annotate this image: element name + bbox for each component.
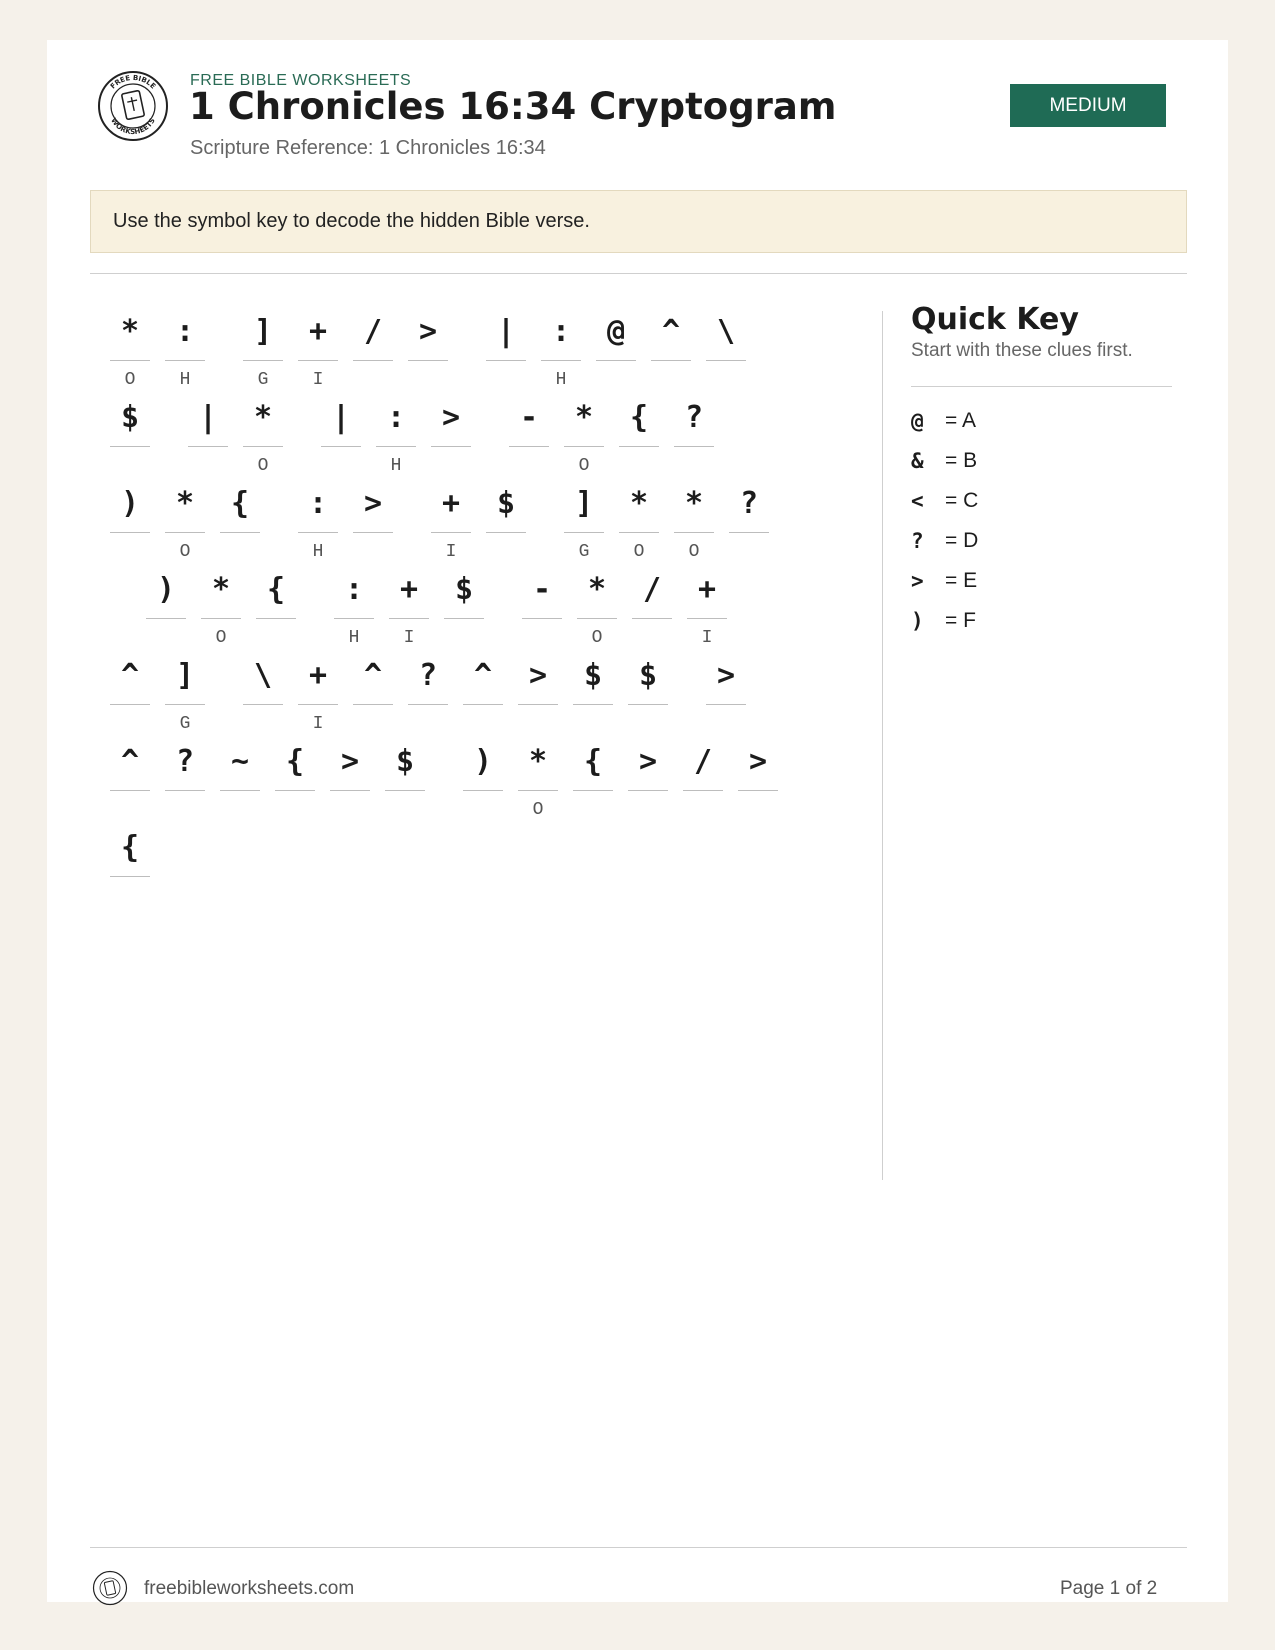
cipher-cell (674, 394, 714, 480)
footer-logo (92, 1570, 128, 1606)
instructions-text: Use the symbol key to decode the hidden Bible verse. (113, 210, 590, 232)
cipher-cell (573, 738, 613, 824)
cipher-symbol: $ (638, 658, 658, 693)
cipher-cell (463, 738, 503, 824)
footer-divider (90, 1547, 1187, 1548)
cipher-symbol: $ (454, 572, 474, 607)
answer-line[interactable] (706, 704, 746, 705)
cipher-cell (220, 738, 260, 824)
svg-text:WORKSHEETS: WORKSHEETS (109, 116, 157, 137)
cipher-cell (596, 308, 636, 394)
letter-hint: I (312, 714, 324, 734)
cipher-cell (619, 394, 659, 480)
cipher-symbol: * (587, 572, 607, 607)
answer-line[interactable] (577, 618, 617, 619)
free-bible-worksheets-logo (97, 70, 169, 142)
instructions-box (90, 190, 1187, 253)
letter-hint: H (555, 370, 567, 390)
cipher-cell (706, 308, 746, 394)
cipher-symbol: ) (120, 486, 140, 521)
answer-line[interactable] (687, 618, 727, 619)
answer-line[interactable] (110, 446, 150, 447)
letter-hint: O (578, 456, 590, 476)
quick-key-item (911, 441, 978, 481)
letter-hint: H (390, 456, 402, 476)
cipher-cell (518, 652, 558, 738)
difficulty-badge: MEDIUM (1010, 84, 1166, 127)
column-divider (882, 311, 883, 1180)
cipher-cell (220, 480, 260, 566)
puzzle-row (114, 566, 874, 652)
cipher-symbol: + (308, 658, 328, 693)
letter-hint: H (312, 542, 324, 562)
cipher-symbol: ] (574, 486, 594, 521)
answer-line[interactable] (518, 790, 558, 791)
cipher-symbol: ) (473, 744, 493, 779)
cipher-cell (330, 738, 370, 824)
cipher-cell (188, 394, 228, 480)
cipher-symbol: - (532, 572, 552, 607)
cipher-symbol: > (528, 658, 548, 693)
cipher-cell (522, 566, 562, 652)
answer-line[interactable] (706, 360, 746, 361)
cipher-cell (275, 738, 315, 824)
cipher-cell (110, 738, 150, 824)
cipher-symbol: ^ (473, 658, 493, 693)
quick-key-item (911, 401, 978, 441)
answer-line[interactable] (632, 618, 672, 619)
cipher-cell (683, 738, 723, 824)
cipher-symbol: + (697, 572, 717, 607)
cipher-symbol: ~ (230, 744, 250, 779)
answer-line[interactable] (518, 704, 558, 705)
answer-line[interactable] (165, 704, 205, 705)
answer-line[interactable] (220, 790, 260, 791)
cipher-cell (298, 308, 338, 394)
cipher-symbol: ^ (363, 658, 383, 693)
cipher-cell (619, 480, 659, 566)
answer-line[interactable] (463, 790, 503, 791)
answer-line[interactable] (674, 532, 714, 533)
answer-line[interactable] (385, 790, 425, 791)
answer-line[interactable] (619, 446, 659, 447)
letter-hint: I (312, 370, 324, 390)
scripture-reference: Scripture Reference: 1 Chronicles 16:34 (190, 137, 546, 159)
answer-line[interactable] (330, 790, 370, 791)
cipher-symbol: | (198, 400, 218, 435)
answer-line[interactable] (486, 532, 526, 533)
cipher-symbol: \ (716, 314, 736, 349)
answer-line[interactable] (683, 790, 723, 791)
quick-key-title: Quick Key (911, 302, 1079, 337)
cipher-cell (431, 480, 471, 566)
letter-hint: G (257, 370, 269, 390)
answer-line[interactable] (376, 446, 416, 447)
letter-hint: I (701, 628, 713, 648)
answer-line[interactable] (444, 618, 484, 619)
cipher-symbol: : (308, 486, 328, 521)
cipher-symbol: $ (496, 486, 516, 521)
letter-hint: O (688, 542, 700, 562)
answer-line[interactable] (738, 790, 778, 791)
letter-hint: I (403, 628, 415, 648)
cipher-symbol: { (120, 830, 140, 865)
cipher-symbol: $ (120, 400, 140, 435)
puzzle-row (114, 480, 874, 566)
cipher-cell (463, 652, 503, 738)
answer-line[interactable] (188, 446, 228, 447)
answer-line[interactable] (110, 876, 150, 877)
cipher-symbol: ? (684, 400, 704, 435)
answer-line[interactable] (729, 532, 769, 533)
answer-line[interactable] (486, 360, 526, 361)
quick-key-symbol: @ (911, 409, 924, 433)
worksheet-page (47, 40, 1228, 1602)
quick-key-letter: = C (945, 489, 979, 512)
cipher-cell (729, 480, 769, 566)
answer-line[interactable] (298, 532, 338, 533)
quick-key-subtitle: Start with these clues first. (911, 340, 1133, 361)
cipher-symbol: ^ (120, 658, 140, 693)
quick-key-item (911, 561, 978, 601)
answer-line[interactable] (165, 532, 205, 533)
answer-line[interactable] (564, 532, 604, 533)
cipher-symbol: $ (395, 744, 415, 779)
cipher-cell (509, 394, 549, 480)
answer-line[interactable] (431, 532, 471, 533)
puzzle-row (114, 738, 874, 824)
quick-key-divider (911, 386, 1172, 387)
cipher-cell (165, 480, 205, 566)
cipher-symbol: { (629, 400, 649, 435)
footer-website: freebibleworksheets.com (144, 1578, 355, 1599)
answer-line[interactable] (243, 360, 283, 361)
cipher-cell (389, 566, 429, 652)
cipher-symbol: > (716, 658, 736, 693)
cipher-cell (110, 308, 150, 394)
cipher-symbol: * (120, 314, 140, 349)
answer-line[interactable] (408, 360, 448, 361)
quick-key-list (911, 401, 978, 641)
letter-hint: O (124, 370, 136, 390)
svg-text:FREE BIBLE: FREE BIBLE (108, 73, 158, 91)
answer-line[interactable] (110, 532, 150, 533)
cipher-symbol: + (441, 486, 461, 521)
answer-line[interactable] (353, 532, 393, 533)
answer-line[interactable] (651, 360, 691, 361)
cipher-symbol: { (230, 486, 250, 521)
answer-line[interactable] (596, 360, 636, 361)
cipher-symbol: | (331, 400, 351, 435)
cipher-symbol: > (638, 744, 658, 779)
cipher-cell (298, 652, 338, 738)
cipher-cell (738, 738, 778, 824)
answer-line[interactable] (431, 446, 471, 447)
puzzle-row (114, 652, 874, 738)
cipher-cell (298, 480, 338, 566)
header-divider (90, 273, 1187, 274)
answer-line[interactable] (564, 446, 604, 447)
cryptogram-puzzle (114, 308, 874, 910)
answer-line[interactable] (201, 618, 241, 619)
answer-line[interactable] (321, 446, 361, 447)
answer-line[interactable] (243, 704, 283, 705)
quick-key-item (911, 521, 978, 561)
cipher-cell (165, 738, 205, 824)
cipher-symbol: : (344, 572, 364, 607)
puzzle-row (114, 824, 874, 910)
cipher-cell (385, 738, 425, 824)
answer-line[interactable] (146, 618, 186, 619)
cipher-symbol: + (399, 572, 419, 607)
answer-line[interactable] (463, 704, 503, 705)
cipher-cell (376, 394, 416, 480)
cipher-symbol: { (583, 744, 603, 779)
answer-line[interactable] (541, 360, 581, 361)
quick-key-symbol: > (911, 569, 924, 593)
cipher-cell (564, 394, 604, 480)
answer-line[interactable] (353, 360, 393, 361)
cipher-symbol: ^ (120, 744, 140, 779)
cipher-cell (110, 394, 150, 480)
cipher-symbol: * (253, 400, 273, 435)
answer-line[interactable] (110, 790, 150, 791)
cipher-cell (651, 308, 691, 394)
answer-line[interactable] (275, 790, 315, 791)
quick-key-letter: = A (945, 409, 976, 432)
cipher-symbol: > (748, 744, 768, 779)
cipher-symbol: * (684, 486, 704, 521)
cipher-symbol: \ (253, 658, 273, 693)
letter-hint: O (257, 456, 269, 476)
answer-line[interactable] (573, 704, 613, 705)
answer-line[interactable] (165, 790, 205, 791)
cipher-symbol: > (363, 486, 383, 521)
letter-hint: G (179, 714, 191, 734)
cipher-cell (577, 566, 617, 652)
letter-hint: O (591, 628, 603, 648)
letter-hint: H (179, 370, 191, 390)
answer-line[interactable] (408, 704, 448, 705)
cipher-symbol: : (386, 400, 406, 435)
cipher-cell (165, 308, 205, 394)
cipher-cell (706, 652, 746, 738)
puzzle-row (114, 308, 874, 394)
cipher-cell (110, 824, 150, 910)
cipher-symbol: $ (583, 658, 603, 693)
quick-key-item (911, 601, 978, 641)
quick-key-letter: = D (945, 529, 979, 552)
letter-hint: O (633, 542, 645, 562)
cipher-symbol: + (308, 314, 328, 349)
cipher-cell (674, 480, 714, 566)
cipher-cell (165, 652, 205, 738)
answer-line[interactable] (243, 446, 283, 447)
cipher-cell (408, 308, 448, 394)
answer-line[interactable] (256, 618, 296, 619)
answer-line[interactable] (298, 360, 338, 361)
cipher-cell (431, 394, 471, 480)
cipher-cell (353, 308, 393, 394)
cipher-cell (256, 566, 296, 652)
cipher-symbol: ) (156, 572, 176, 607)
cipher-symbol: : (175, 314, 195, 349)
quick-key-letter: = E (945, 569, 978, 592)
page-number: Page 1 of 2 (1060, 1578, 1158, 1599)
cipher-symbol: { (266, 572, 286, 607)
answer-line[interactable] (165, 360, 205, 361)
letter-hint: H (348, 628, 360, 648)
cipher-cell (687, 566, 727, 652)
cipher-cell (201, 566, 241, 652)
cipher-symbol: * (574, 400, 594, 435)
letter-hint: O (532, 800, 544, 820)
cipher-symbol: ? (175, 744, 195, 779)
cipher-symbol: > (441, 400, 461, 435)
cipher-cell (321, 394, 361, 480)
cipher-cell (353, 480, 393, 566)
quick-key-symbol: & (911, 449, 924, 473)
cipher-symbol: / (363, 314, 383, 349)
answer-line[interactable] (573, 790, 613, 791)
cipher-symbol: @ (606, 314, 626, 349)
cipher-cell (243, 308, 283, 394)
cipher-cell (408, 652, 448, 738)
answer-line[interactable] (110, 704, 150, 705)
cipher-symbol: : (551, 314, 571, 349)
cipher-symbol: - (519, 400, 539, 435)
answer-line[interactable] (298, 704, 338, 705)
cipher-symbol: * (528, 744, 548, 779)
answer-line[interactable] (628, 790, 668, 791)
cipher-cell (146, 566, 186, 652)
quick-key-symbol: ) (911, 609, 924, 633)
cipher-cell (444, 566, 484, 652)
cipher-cell (628, 652, 668, 738)
answer-line[interactable] (619, 532, 659, 533)
cipher-cell (486, 308, 526, 394)
cipher-symbol: * (211, 572, 231, 607)
cipher-cell (564, 480, 604, 566)
answer-line[interactable] (522, 618, 562, 619)
quick-key-letter: = B (945, 449, 978, 472)
page-title: 1 Chronicles 16:34 Cryptogram (189, 85, 837, 128)
brand-name: FREE BIBLE WORKSHEETS (190, 72, 412, 89)
quick-key-letter: = F (945, 609, 976, 632)
cipher-cell (243, 394, 283, 480)
answer-line[interactable] (110, 360, 150, 361)
cipher-cell (632, 566, 672, 652)
puzzle-row (114, 394, 874, 480)
cipher-cell (243, 652, 283, 738)
cipher-symbol: | (496, 314, 516, 349)
cipher-cell (541, 308, 581, 394)
cipher-symbol: ] (175, 658, 195, 693)
cipher-cell (110, 480, 150, 566)
answer-line[interactable] (628, 704, 668, 705)
cipher-symbol: ? (418, 658, 438, 693)
cipher-cell (518, 738, 558, 824)
letter-hint: O (179, 542, 191, 562)
quick-key-item (911, 481, 978, 521)
cipher-symbol: * (175, 486, 195, 521)
cipher-symbol: ? (739, 486, 759, 521)
cipher-symbol: * (629, 486, 649, 521)
answer-line[interactable] (334, 618, 374, 619)
answer-line[interactable] (509, 446, 549, 447)
cipher-symbol: ] (253, 314, 273, 349)
quick-key-symbol: < (911, 489, 924, 513)
cipher-symbol: ^ (661, 314, 681, 349)
letter-hint: I (445, 542, 457, 562)
letter-hint: O (215, 628, 227, 648)
cipher-symbol: / (642, 572, 662, 607)
answer-line[interactable] (389, 618, 429, 619)
cipher-symbol: > (418, 314, 438, 349)
cipher-symbol: { (285, 744, 305, 779)
answer-line[interactable] (220, 532, 260, 533)
answer-line[interactable] (353, 704, 393, 705)
quick-key-symbol: ? (911, 529, 924, 553)
cipher-cell (628, 738, 668, 824)
cipher-symbol: / (693, 744, 713, 779)
cipher-cell (573, 652, 613, 738)
cipher-cell (353, 652, 393, 738)
answer-line[interactable] (674, 446, 714, 447)
cipher-cell (334, 566, 374, 652)
letter-hint: G (578, 542, 590, 562)
cipher-cell (486, 480, 526, 566)
cipher-cell (110, 652, 150, 738)
cipher-symbol: > (340, 744, 360, 779)
